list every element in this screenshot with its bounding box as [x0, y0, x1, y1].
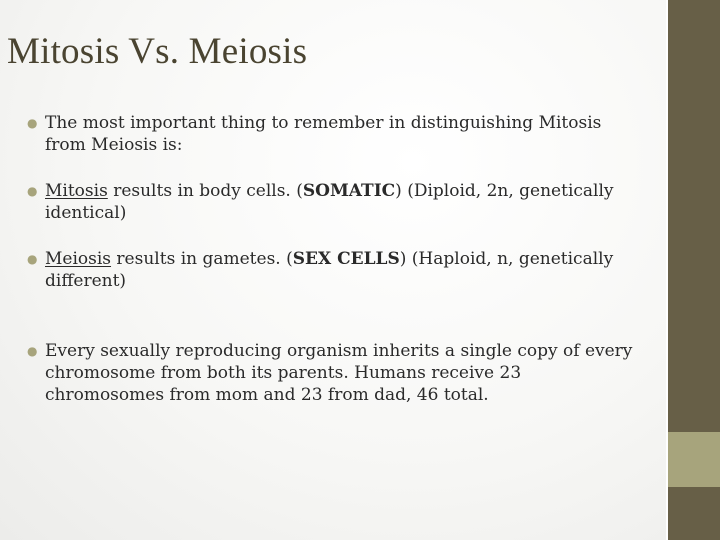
bullet-dot-icon: ● [27, 184, 38, 198]
bullet-text: ) (Diploid, 2n, genetically identical) [45, 181, 614, 223]
bullet-dot-icon: ● [27, 344, 38, 358]
bullet-text: results in gametes. ( [111, 249, 293, 269]
bullet-dot-icon: ● [27, 116, 38, 130]
bold-somatic: SOMATIC [302, 181, 396, 201]
term-mitosis: Mitosis [45, 181, 108, 201]
slide-title: Mitosis Vs. Meiosis [7, 31, 308, 72]
bullet-dot-icon: ● [27, 252, 38, 266]
term-meiosis: Meiosis [45, 249, 112, 269]
bullet-list [27, 112, 637, 406]
sidebar-accent-block [668, 432, 720, 487]
bullet-item-intro [27, 112, 637, 156]
bullet-item-inheritance [27, 340, 637, 406]
bold-sex-cells: SEX CELLS [292, 249, 400, 269]
bullet-text: results in body cells. ( [107, 181, 303, 201]
bullet-item-meiosis [27, 248, 637, 292]
bullet-text: ) (Haploid, n, genetically different) [45, 249, 614, 291]
bullet-text: The most important thing to remember in distinguishing Mitosis from Meiosis is: [45, 113, 602, 155]
bullet-item-mitosis [27, 180, 637, 224]
bullet-text: Every sexually reproducing organism inherits a single copy of every chromosome from both its parents. Humans receive 23 chromosomes from mom and 23 from dad, 46 total. [45, 341, 633, 405]
